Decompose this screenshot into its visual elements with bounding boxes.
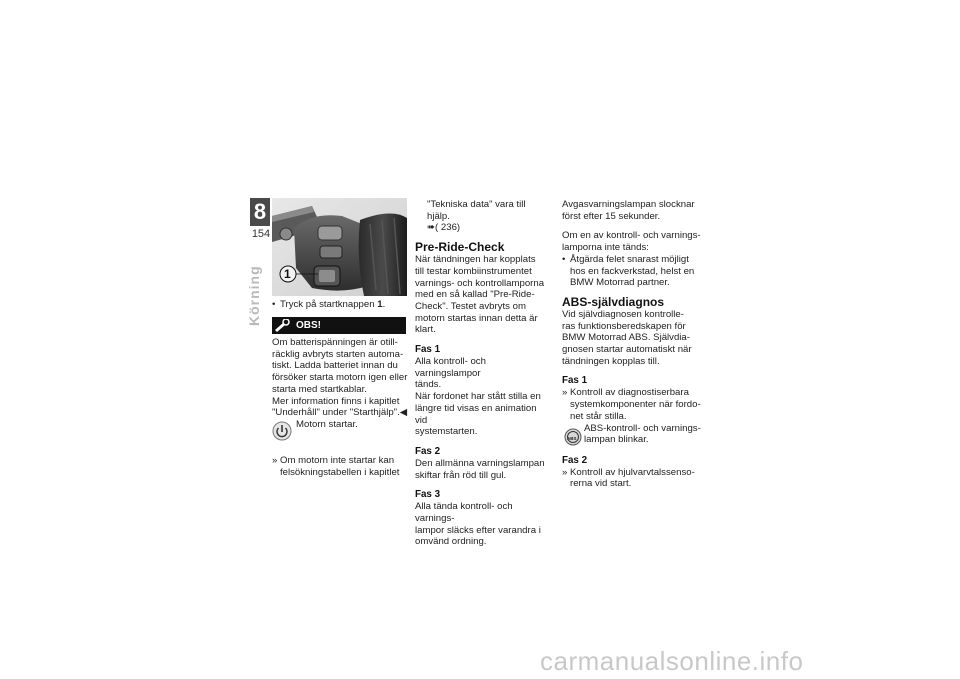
heading-pre-ride-check: Pre-Ride-Check <box>415 240 505 255</box>
bullet-repair: • Åtgärda felet snarast möjligt hos en fackverkstad, helst en BMW Motorrad partner. <box>562 253 695 289</box>
heading-abs-fas-2: Fas 2 <box>562 454 588 466</box>
wrench-icon <box>274 319 290 332</box>
abs-step-2: » Kontroll av hjulvarvtalssenso- rerna vid start. <box>562 466 695 490</box>
heading-fas-1: Fas 1 <box>415 344 441 356</box>
abs-icon-text: ABS <box>567 435 577 441</box>
abs-step-1: » Kontroll av diagnostiserbara systemkomponenter när fordo- net står stilla. <box>562 387 701 422</box>
handlebar-switch-photo <box>272 198 407 296</box>
page-number: 154 <box>251 228 271 240</box>
troubleshoot-step: » Om motorn inte startar kan felsökningstabellen i kapitlet <box>272 455 400 478</box>
chapter-number: 8 <box>250 198 270 226</box>
chapter-side-label: Körning <box>246 265 262 326</box>
heading-fas-2: Fas 2 <box>415 445 441 457</box>
power-result-icon <box>272 421 292 441</box>
watermark: carmanualsonline.info <box>540 646 804 676</box>
obs-label: OBS! <box>296 320 321 331</box>
obs-warning-bar <box>272 317 406 334</box>
bullet-press-start: • Tryck på startknappen 1. <box>272 299 386 310</box>
column-1 <box>272 299 408 311</box>
heading-abs-fas-1: Fas 1 <box>562 375 588 387</box>
column-2: "Tekniska data" vara till hjälp. ➠( 236) Pre-Ride-Check När tändningen har kopplats till testar kombiinstrumentet varnings- och kontrollamporna med en så kallad "Pre-Ride- Check". Testet avbryts om motorn startas innan detta är klart. Fas 1 Alla kontroll- och varningslampor tänds. När fordonet har stått stilla en längre tid visas en animation vid systemstarten. Fas 2 Den allmänna varningslampan skiftar från röd till gul. Fas 3 Alla tända kontroll- och varnings- lampor släcks efter varandra i omvänd ordning. <box>415 199 550 548</box>
column-3: Avgasvarningslampan slocknar först efter 15 sekunder. Om en av kontroll- och varnings- lamporna inte tänds: • Åtgärda felet snarast möjligt hos en fackverkstad, helst en BMW Motorrad partner. ABS-självdiagnos Vid självdiagnosen kontrolle- ras funktionsberedskapen för BMW Motorrad ABS. Självdia- gnosen startar automatiskt när tändningen kopplas till. Fas 1 » Kontroll av diagnostiserbara systemkomponenter när fordo- net står stilla. ABS ABS-kontroll- och varnings- lampan blinkar. Fas 2 » Kontroll av hjulvarvtalssenso- rerna vid start. <box>562 199 704 490</box>
end-marker-icon: ◀ <box>399 407 408 419</box>
figure-callout-label: 1 <box>284 267 291 281</box>
heading-abs-selfdiagnosis: ABS-självdiagnos <box>562 294 665 309</box>
heading-fas-3: Fas 3 <box>415 489 441 501</box>
abs-lamp-result: ABS ABS-kontroll- och varnings- lampan blinkar. <box>562 423 704 449</box>
page-reference-arrow-icon: ➠ <box>427 222 436 234</box>
obs-text: Om batterispänningen är otill- räcklig avbryts starten automa- tiskt. Ladda batteriet innan du försöker starta motorn igen eller starta med startkablar. Mer information finns i kapitlet "Underhåll" under "Starthjälp".◀ <box>272 337 408 419</box>
